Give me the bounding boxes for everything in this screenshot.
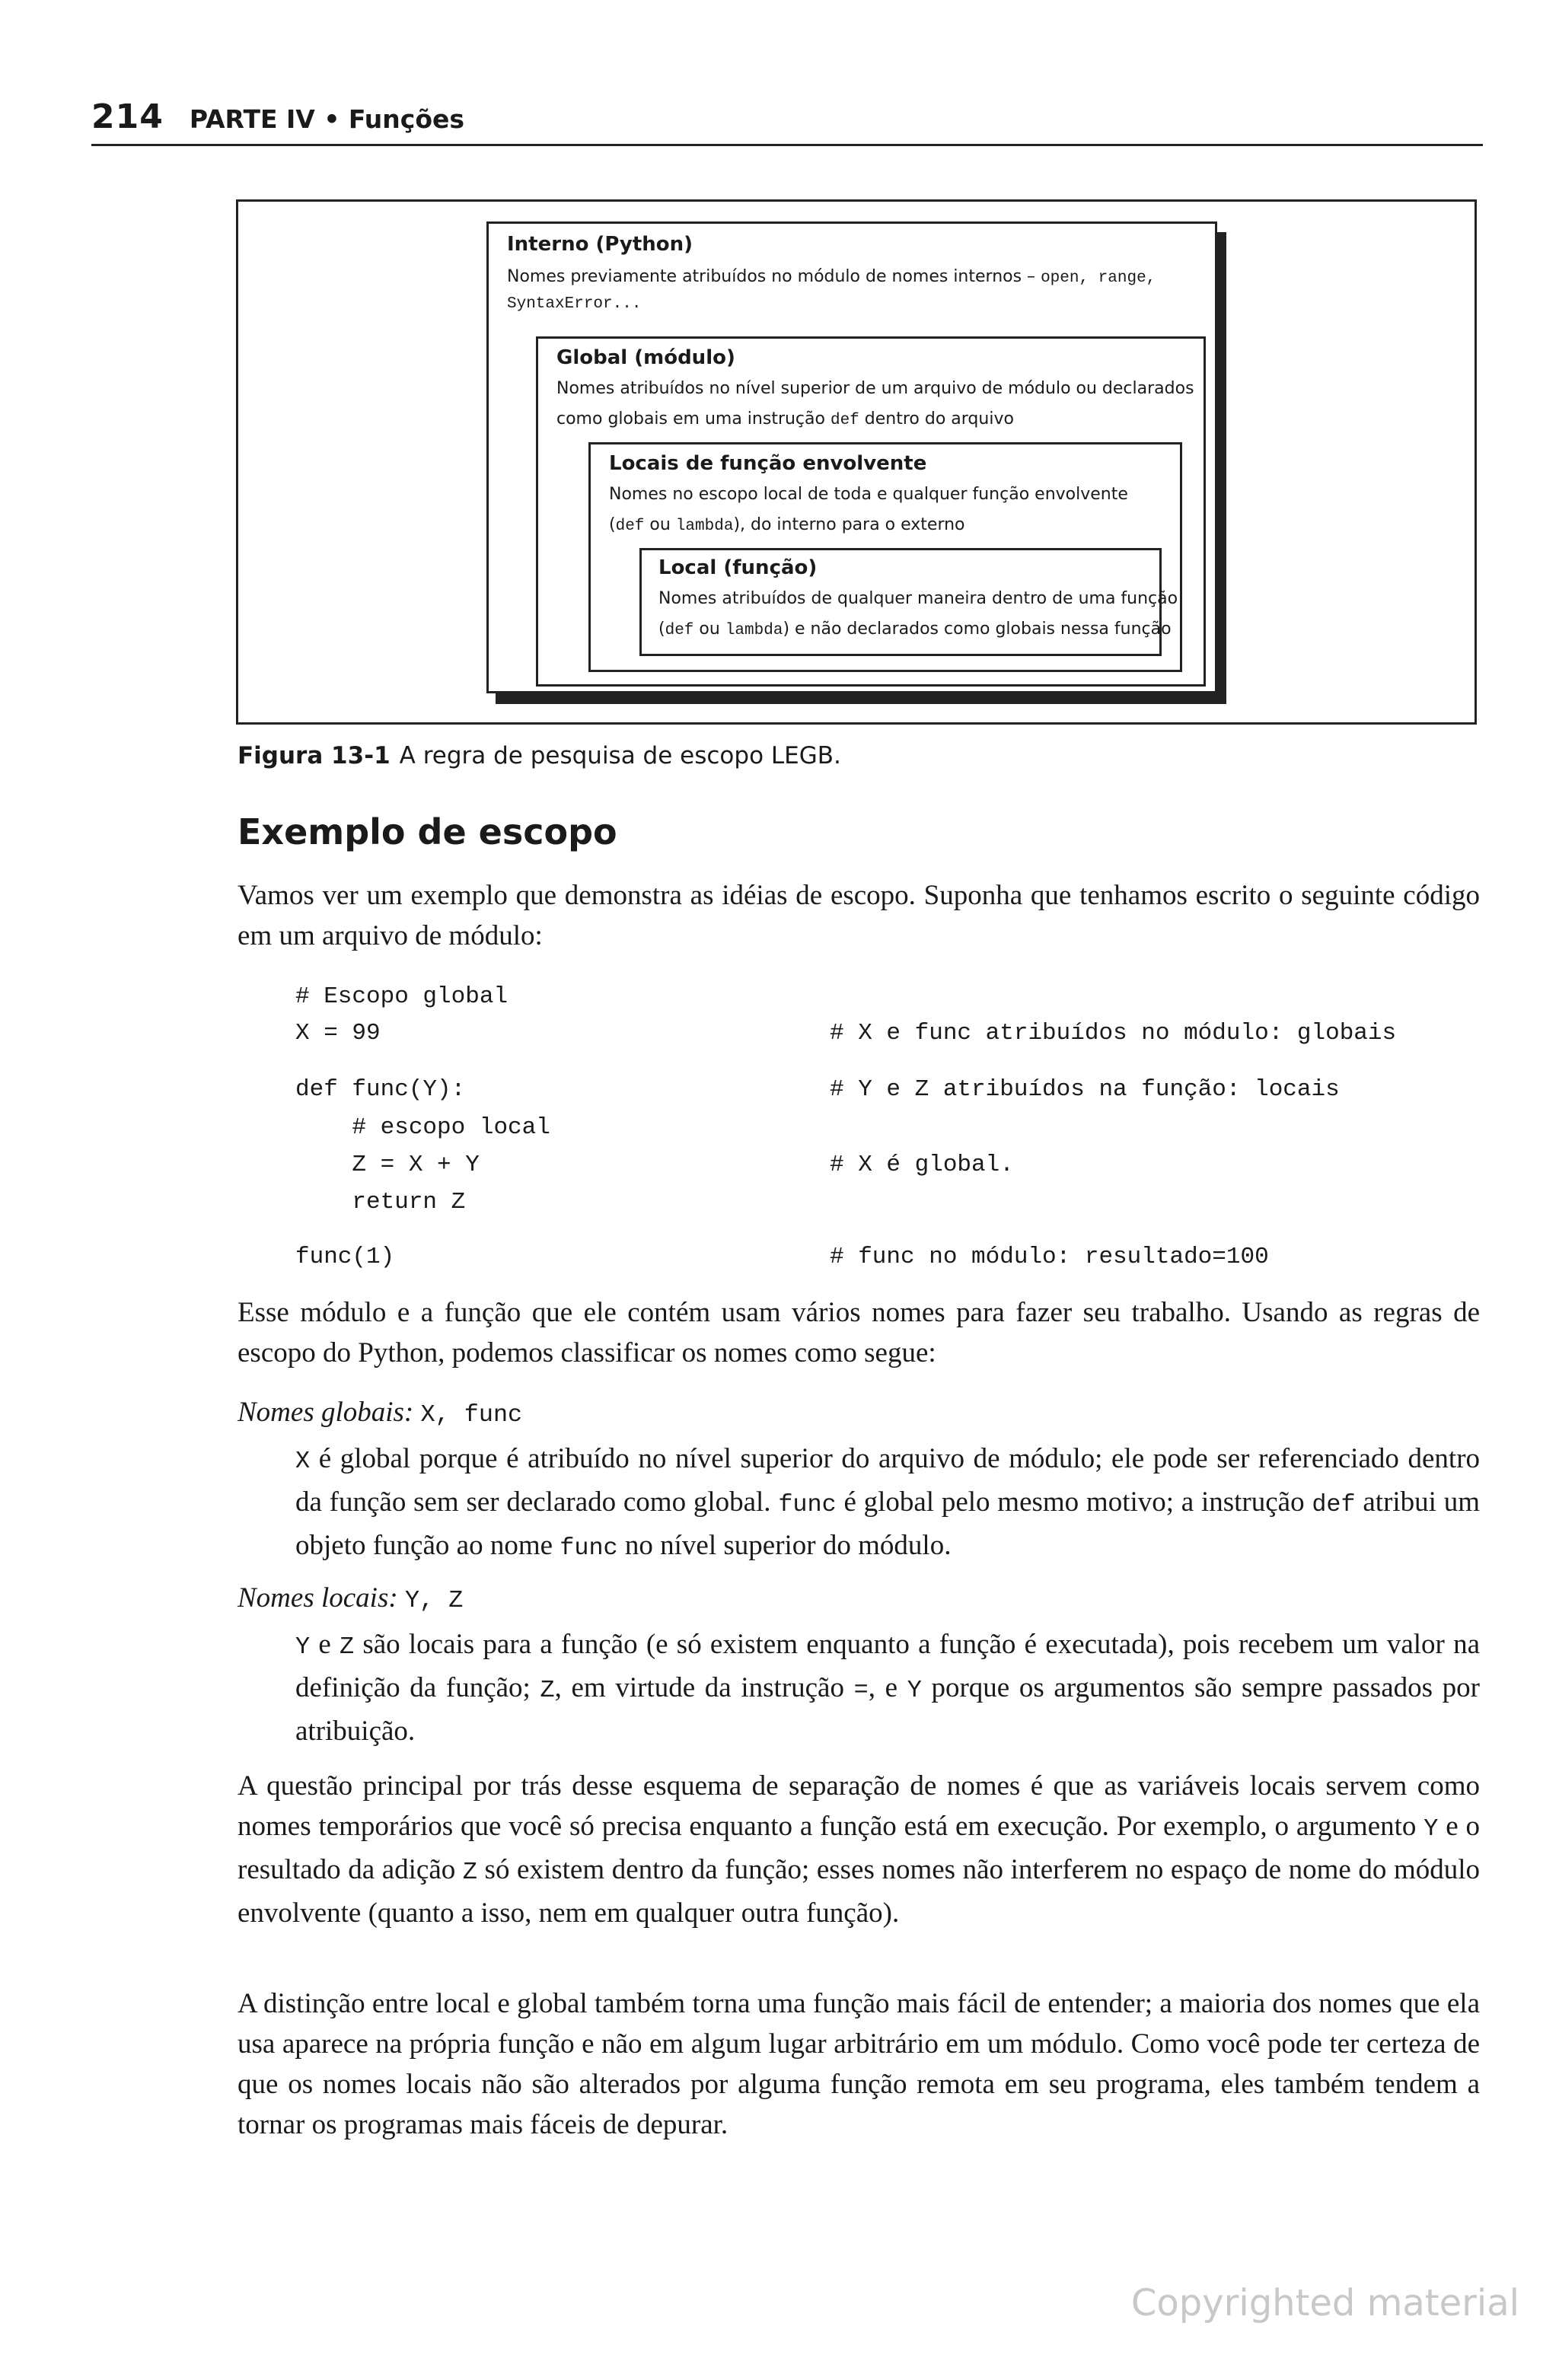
section-title: PARTE IV • Funções: [189, 104, 465, 134]
page-number: 214: [91, 97, 164, 136]
code-line: # escopo local: [295, 1114, 550, 1141]
global-title: Global (módulo): [556, 346, 735, 369]
builtin-line2: SyntaxError...: [507, 295, 642, 313]
intro-paragraph: Vamos ver um exemplo que demonstra as idéias de escopo. Suponha que tenhamos escrito o seguinte código em um arquivo de módulo:: [238, 880, 1480, 951]
enclosing-line1: Nomes no escopo local de toda e qualquer função envolvente: [609, 485, 1128, 504]
global-line2: como globais em uma instrução def dentro do arquivo: [556, 409, 1014, 429]
builtin-line1: Nomes previamente atribuídos no módulo de nomes internos – open, range,: [507, 267, 1156, 287]
code-comment: # X é global.: [830, 1152, 1014, 1178]
copyright-watermark: Copyrighted material: [1130, 2282, 1519, 2324]
globals-term: Nomes globais: X, func: [238, 1397, 523, 1429]
locals-term: Nomes locais: Y, Z: [238, 1582, 464, 1614]
caption-text: A regra de pesquisa de escopo LEGB.: [399, 742, 841, 769]
enclosing-scope-box: [588, 442, 1182, 672]
caption-label: Figura 13-1: [238, 742, 391, 769]
last-paragraph: A distinção entre local e global também torna uma função mais fácil de entender; a maioria dos nomes que ela usa aparece na própria função e não em algum lugar arbitrário em um módulo. Como você pode ter certeza de que os nomes locais não são alterados por alguma função remota em seu programa, eles também tendem a tornar os programas mais fáceis de depurar.: [238, 1988, 1480, 2140]
local-line1: Nomes atribuídos de qualquer maneira dentro de uma função: [658, 589, 1178, 608]
figure-caption: [238, 742, 841, 769]
global-scope-box: [536, 336, 1206, 687]
code-line: Z = X + Y: [295, 1152, 480, 1178]
code-line: X = 99: [295, 1020, 381, 1047]
section-heading: Exemplo de escopo: [238, 811, 617, 852]
code-comment: # Y e Z atribuídos na função: locais: [830, 1076, 1340, 1103]
local-scope-box: [639, 548, 1178, 656]
globals-description: X é global porque é atribuído no nível superior do arquivo de módulo; ele pode ser referenciado dentro da função sem ser declarado como global. func é global pelo mesmo motivo; a instrução def atribui um objeto função ao nome func no nível superior do módulo.: [295, 1443, 1481, 1562]
enclosing-line2: (def ou lambda), do interno para o externo: [609, 515, 965, 535]
enclosing-title: Locais de função envolvente: [609, 452, 927, 475]
running-header: [91, 97, 1483, 146]
figure-frame: [236, 199, 1477, 725]
code-line: func(1): [295, 1244, 395, 1270]
main-paragraph: A questão principal por trás desse esquema de separação de nomes é que as variáveis locais servem como nomes temporários que você só precisa enquanto a função está em execução. Por exemplo, o argumento Y e o resultado da adição Z só existem dentro da função; esses nomes não interferem no espaço de nome do módulo envolvente (quanto a isso, nem em qualquer outra função).: [238, 1770, 1481, 1929]
locals-description: Y e Z são locais para a função (e só existem enquanto a função é executada), pois recebem um valor na definição da função; Z, em virtude da instrução =, e Y porque os argumentos são sempre passados por atribuição.: [295, 1629, 1481, 1747]
code-comment: # func no módulo: resultado=100: [830, 1244, 1269, 1270]
after-code-paragraph: Esse módulo e a função que ele contém usam vários nomes para fazer seu trabalho. Usando as regras de escopo do Python, podemos classificar os nomes como segue:: [238, 1297, 1480, 1368]
local-line2: (def ou lambda) e não declarados como globais nessa função: [658, 620, 1172, 639]
builtin-title: Interno (Python): [507, 233, 693, 256]
local-title: Local (função): [658, 556, 818, 579]
global-line1: Nomes atribuídos no nível superior de um arquivo de módulo ou declarados: [556, 379, 1194, 398]
code-line: return Z: [295, 1189, 466, 1215]
code-line: # Escopo global: [295, 983, 509, 1010]
builtin-scope-box: [486, 221, 1217, 693]
code-line: def func(Y):: [295, 1076, 466, 1103]
code-comment: # X e func atribuídos no módulo: globais: [830, 1020, 1397, 1047]
